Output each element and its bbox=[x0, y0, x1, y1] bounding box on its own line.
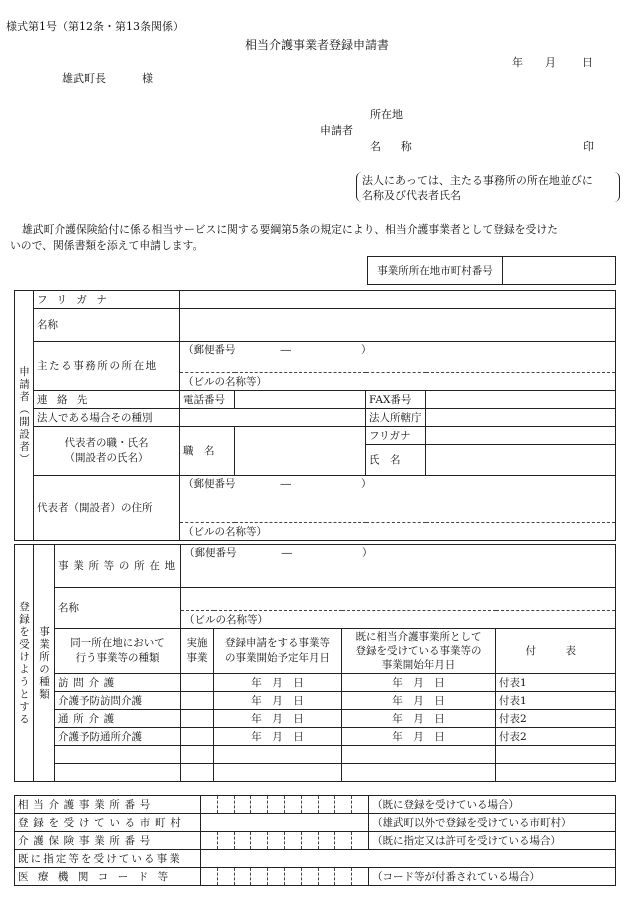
addressee-name: 雄武町長 bbox=[62, 72, 106, 85]
rep-address-building[interactable]: （ビルの名称等） bbox=[180, 523, 616, 541]
footer-label: 既に指定等を受けている事業 bbox=[15, 850, 201, 868]
fax-field[interactable] bbox=[426, 391, 616, 409]
footer-note: （コード等が付番されている場合） bbox=[369, 868, 616, 886]
start-date[interactable]: 年 月 日 bbox=[214, 692, 342, 710]
empty-row bbox=[15, 764, 616, 782]
col-start-date: 登録申請をする事業等 の事業開始予定年月日 bbox=[214, 629, 342, 674]
corp-office-field[interactable] bbox=[426, 409, 616, 427]
furigana-field[interactable] bbox=[180, 291, 616, 309]
footer-label: 医療機関コード等 bbox=[15, 868, 201, 886]
applicant-name-label: 名 称 bbox=[370, 140, 417, 153]
addressee-honorific: 様 bbox=[142, 72, 153, 85]
office-table bbox=[14, 544, 616, 782]
main-office-postal[interactable]: （郵便番号 ― ） bbox=[180, 342, 616, 373]
date-day: 日 bbox=[582, 56, 593, 69]
rep-furigana-field[interactable] bbox=[426, 427, 616, 445]
main-office-label: 主たる事務所の所在地 bbox=[34, 342, 180, 391]
office-name-label: 名称 bbox=[55, 588, 181, 629]
table-row bbox=[15, 692, 616, 710]
municipality-code-table bbox=[367, 256, 616, 285]
municipality-code-field[interactable] bbox=[503, 257, 616, 285]
attachment: 付表2 bbox=[496, 710, 616, 728]
position-label: 職 名 bbox=[180, 427, 235, 476]
service-type: 通所介護 bbox=[55, 710, 181, 728]
office-building[interactable]: （ビルの名称等） bbox=[181, 611, 616, 629]
col-attach: 付 表 bbox=[496, 629, 616, 674]
empty-cell[interactable] bbox=[342, 764, 496, 782]
rep-furigana-label: フリガナ bbox=[366, 427, 426, 445]
applicant-label: 申請者 bbox=[320, 124, 353, 137]
footer-note: （既に指定又は許可を受けている場合） bbox=[369, 832, 616, 850]
footer-label: 介護保険事業所番号 bbox=[15, 832, 201, 850]
org-name-label: 名称 bbox=[34, 309, 180, 342]
footer-note: （雄武町以外で登録を受けている市町村） bbox=[369, 814, 616, 832]
col-existing-date: 既に相当介護事業所として 登録を受けている事業等の 事業開始年月日 bbox=[342, 629, 496, 674]
empty-cell[interactable] bbox=[181, 746, 214, 764]
applicant-note-line2: 名称及び代表者氏名 bbox=[362, 189, 461, 202]
existing-date[interactable]: 年 月 日 bbox=[342, 728, 496, 746]
rep-address-postal[interactable]: （郵便番号 ― ） bbox=[180, 476, 616, 523]
attachment: 付表1 bbox=[496, 692, 616, 710]
section2-side-label-inner: 事業所の種類 bbox=[34, 545, 55, 782]
corp-type-label: 法人である場合その種別 bbox=[34, 409, 180, 427]
fax-label: FAX番号 bbox=[366, 391, 426, 409]
footer-note: （既に登録を受けている場合） bbox=[369, 796, 616, 814]
start-date[interactable]: 年 月 日 bbox=[214, 674, 342, 692]
page-title: 相当介護事業者登録申請書 bbox=[245, 38, 390, 52]
col-conduct: 実施 事業 bbox=[181, 629, 214, 674]
form-number: 様式第1号（第12条・第13条関係） bbox=[6, 20, 184, 33]
empty-cell[interactable] bbox=[55, 764, 181, 782]
body-text-line2: いので、関係書類を添えて申請します。 bbox=[10, 239, 204, 252]
empty-cell[interactable] bbox=[55, 746, 181, 764]
rep-title-label: 代表者の職・氏名 （開設者の氏名） bbox=[34, 427, 180, 476]
attachment: 付表1 bbox=[496, 674, 616, 692]
empty-row bbox=[15, 746, 616, 764]
digit-field[interactable] bbox=[201, 796, 369, 814]
rep-name-field[interactable] bbox=[426, 445, 616, 476]
empty-cell[interactable] bbox=[214, 746, 342, 764]
conduct-checkbox[interactable] bbox=[181, 710, 214, 728]
footer-label: 相当介護事業所番号 bbox=[15, 796, 201, 814]
location-postal[interactable]: （郵便番号 ― ） bbox=[181, 545, 616, 588]
footer-field[interactable] bbox=[201, 814, 369, 832]
start-date[interactable]: 年 月 日 bbox=[214, 710, 342, 728]
table-row bbox=[15, 674, 616, 692]
footer-label: 登録を受けている市町村 bbox=[15, 814, 201, 832]
phone-field[interactable] bbox=[235, 391, 366, 409]
footer-table bbox=[14, 795, 616, 886]
service-type: 介護予防訪問介護 bbox=[55, 692, 181, 710]
position-field[interactable] bbox=[235, 427, 366, 476]
date-month: 月 bbox=[545, 56, 556, 69]
municipality-code-label: 事業所所在地市町村番号 bbox=[368, 257, 503, 285]
digit-field[interactable] bbox=[201, 868, 369, 886]
conduct-checkbox[interactable] bbox=[181, 692, 214, 710]
table-row bbox=[15, 728, 616, 746]
corp-type-field[interactable] bbox=[180, 409, 366, 427]
empty-cell[interactable] bbox=[342, 746, 496, 764]
digit-field[interactable] bbox=[201, 832, 369, 850]
applicant-table bbox=[14, 290, 616, 541]
corp-office-label: 法人所轄庁 bbox=[366, 409, 426, 427]
service-type: 訪問介護 bbox=[55, 674, 181, 692]
conduct-checkbox[interactable] bbox=[181, 674, 214, 692]
rep-address-label: 代表者（開設者）の住所 bbox=[34, 476, 180, 541]
col-same-location: 同一所在地において 行う事業等の種類 bbox=[55, 629, 181, 674]
furigana-label: フリガナ bbox=[34, 291, 180, 309]
location-label: 事業所等の所在地 bbox=[55, 545, 181, 588]
section1-side-label: 申請者（開設者） bbox=[15, 291, 34, 541]
empty-cell[interactable] bbox=[496, 746, 616, 764]
contact-label: 連絡先 bbox=[34, 391, 180, 409]
conduct-checkbox[interactable] bbox=[181, 728, 214, 746]
applicant-address-label: 所在地 bbox=[370, 108, 403, 121]
existing-date[interactable]: 年 月 日 bbox=[342, 692, 496, 710]
existing-date[interactable]: 年 月 日 bbox=[342, 710, 496, 728]
body-text-line1: 雄武町介護保険給付に係る相当サービスに関する要綱第5条の規定により、相当介護事業者として登録を受けた bbox=[22, 223, 558, 236]
footer-field[interactable] bbox=[201, 850, 616, 868]
empty-cell[interactable] bbox=[181, 764, 214, 782]
section2-side-label-outer: 登録を受けようとする bbox=[15, 545, 34, 782]
rep-name-label: 氏 名 bbox=[366, 445, 426, 476]
empty-cell[interactable] bbox=[496, 764, 616, 782]
main-office-building[interactable]: （ビルの名称等） bbox=[180, 373, 616, 391]
date-year: 年 bbox=[512, 56, 523, 69]
seal-mark: 印 bbox=[583, 140, 594, 153]
office-name-field[interactable] bbox=[181, 588, 616, 611]
existing-date[interactable]: 年 月 日 bbox=[342, 674, 496, 692]
table-row bbox=[15, 710, 616, 728]
empty-cell[interactable] bbox=[214, 764, 342, 782]
org-name-field[interactable] bbox=[180, 309, 616, 342]
applicant-note-line1: 法人にあっては、主たる事務所の所在地並びに bbox=[362, 174, 593, 187]
start-date[interactable]: 年 月 日 bbox=[214, 728, 342, 746]
attachment: 付表2 bbox=[496, 728, 616, 746]
phone-label: 電話番号 bbox=[180, 391, 235, 409]
service-type: 介護予防通所介護 bbox=[55, 728, 181, 746]
